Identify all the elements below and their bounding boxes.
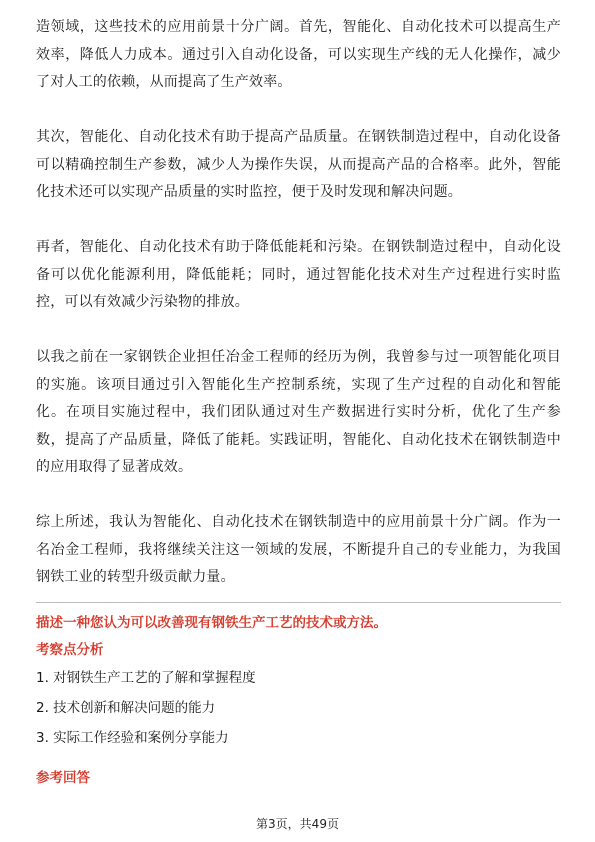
page-footer: 第3页，共49页 <box>256 817 339 831</box>
analysis-title: 考察点分析 <box>36 641 104 658</box>
section-divider <box>36 602 561 603</box>
paragraph-2: 其次，智能化、自动化技术有助于提高产品质量。在钢铁制造过程中，自动化设备可以精确控制生产参数，减少人为操作失误，从而提高产品的合格率。此外，智能化技术还可以实现产品质量的实时监控，便于及时发现和解决问题。 <box>36 129 561 200</box>
paragraph-5: 综上所述，我认为智能化、自动化技术在钢铁制造中的应用前景十分广阔。作为一名冶金工程师，我将继续关注这一领域的发展，不断提升自己的专业能力，为我国钢铁工业的转型升级贡献力量。 <box>36 514 561 585</box>
paragraph-1: 造领域，这些技术的应用前景十分广阔。首先，智能化、自动化技术可以提高生产效率，降低人力成本。通过引入自动化设备，可以实现生产线的无人化操作，减少了对人工的依赖，从而提高了生产效率。 <box>36 19 561 90</box>
paragraph-4: 以我之前在一家钢铁企业担任冶金工程师的经历为例，我曾参与过一项智能化项目的实施。该项目通过引入智能化生产控制系统，实现了生产过程的自动化和智能化。在项目实施过程中，我们团队通过对生产数据进行实时分析，优化了生产参数，提高了产品质量，降低了能耗。实践证明，智能化、自动化技术在钢铁制造中的应用取得了显著成效。 <box>36 349 561 475</box>
analysis-point-3: 3. 实际工作经验和案例分享能力 <box>36 729 229 746</box>
analysis-point-1: 1. 对钢铁生产工艺的了解和掌握程度 <box>36 669 256 686</box>
paragraph-3: 再者，智能化、自动化技术有助于降低能耗和污染。在钢铁制造过程中，自动化设备可以优化能源利用，降低能耗；同时，通过智能化技术对生产过程进行实时监控，可以有效减少污染物的排放。 <box>36 239 561 310</box>
question-heading: 描述一种您认为可以改善现有钢铁生产工艺的技术或方法。 <box>36 614 387 631</box>
document-page <box>36 14 561 791</box>
analysis-point-2: 2. 技术创新和解决问题的能力 <box>36 699 216 716</box>
answer-title: 参考回答 <box>36 769 90 786</box>
